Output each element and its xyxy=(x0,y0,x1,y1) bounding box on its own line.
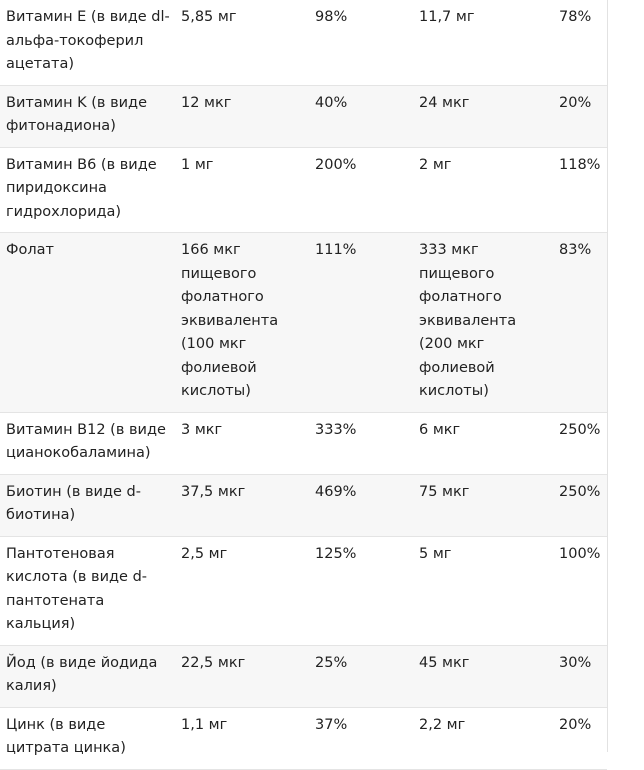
amount-per-serving-2: 333 мкг пищевого фолатного эквивалента (200 мкг фолиевой кислоты) xyxy=(413,233,553,413)
daily-value-percent-2: 20% xyxy=(553,85,607,147)
daily-value-percent-2: 78% xyxy=(553,0,607,85)
nutrient-name: Биотин (в виде d-биотина) xyxy=(0,474,175,536)
daily-value-percent-2: 100% xyxy=(553,536,607,645)
table-row xyxy=(0,0,607,85)
daily-value-percent-2: 250% xyxy=(553,412,607,474)
daily-value-percent: 200% xyxy=(309,147,413,233)
amount-per-serving: 5,85 мг xyxy=(175,0,309,85)
amount-per-serving-2: 45 мкг xyxy=(413,645,553,707)
nutrient-name: Витамин E (в виде dl-альфа-токоферил ацетата) xyxy=(0,0,175,85)
daily-value-percent-2: 30% xyxy=(553,645,607,707)
table-row xyxy=(0,412,607,474)
amount-per-serving-2: 24 мкг xyxy=(413,85,553,147)
daily-value-percent: 125% xyxy=(309,536,413,645)
table-row xyxy=(0,474,607,536)
amount-per-serving-2: 5 мг xyxy=(413,536,553,645)
amount-per-serving: 1,1 мг xyxy=(175,707,309,769)
amount-per-serving: 1 мг xyxy=(175,147,309,233)
amount-per-serving: 2,5 мг xyxy=(175,536,309,645)
daily-value-percent: 25% xyxy=(309,645,413,707)
table-row xyxy=(0,707,607,769)
daily-value-percent-2: 118% xyxy=(553,147,607,233)
table-row xyxy=(0,645,607,707)
daily-value-percent: 37% xyxy=(309,707,413,769)
daily-value-percent: 469% xyxy=(309,474,413,536)
nutrient-name: Витамин B6 (в виде пиридоксина гидрохлорида) xyxy=(0,147,175,233)
table-row xyxy=(0,536,607,645)
amount-per-serving-2: 2,2 мг xyxy=(413,707,553,769)
amount-per-serving: 37,5 мкг xyxy=(175,474,309,536)
amount-per-serving: 166 мкг пищевого фолатного эквивалента (100 мкг фолиевой кислоты) xyxy=(175,233,309,413)
daily-value-percent-2: 83% xyxy=(553,233,607,413)
table-row xyxy=(0,233,607,413)
amount-per-serving-2: 2 мг xyxy=(413,147,553,233)
amount-per-serving-2: 11,7 мг xyxy=(413,0,553,85)
daily-value-percent-2: 250% xyxy=(553,474,607,536)
daily-value-percent-2: 20% xyxy=(553,707,607,769)
amount-per-serving-2: 6 мкг xyxy=(413,412,553,474)
nutrient-name: Пантотеновая кислота (в виде d-пантотената кальция) xyxy=(0,536,175,645)
nutrient-name: Йод (в виде йодида калия) xyxy=(0,645,175,707)
daily-value-percent: 111% xyxy=(309,233,413,413)
table-row xyxy=(0,85,607,147)
amount-per-serving: 12 мкг xyxy=(175,85,309,147)
table-row xyxy=(0,147,607,233)
daily-value-percent: 333% xyxy=(309,412,413,474)
amount-per-serving: 22,5 мкг xyxy=(175,645,309,707)
daily-value-percent: 40% xyxy=(309,85,413,147)
nutrient-name: Фолат xyxy=(0,233,175,413)
nutrient-name: Цинк (в виде цитрата цинка) xyxy=(0,707,175,769)
daily-value-percent: 98% xyxy=(309,0,413,85)
amount-per-serving: 3 мкг xyxy=(175,412,309,474)
table-right-border xyxy=(607,0,608,752)
amount-per-serving-2: 75 мкг xyxy=(413,474,553,536)
nutrient-name: Витамин B12 (в виде цианокобаламина) xyxy=(0,412,175,474)
nutrient-name: Витамин K (в виде фитонадиона) xyxy=(0,85,175,147)
